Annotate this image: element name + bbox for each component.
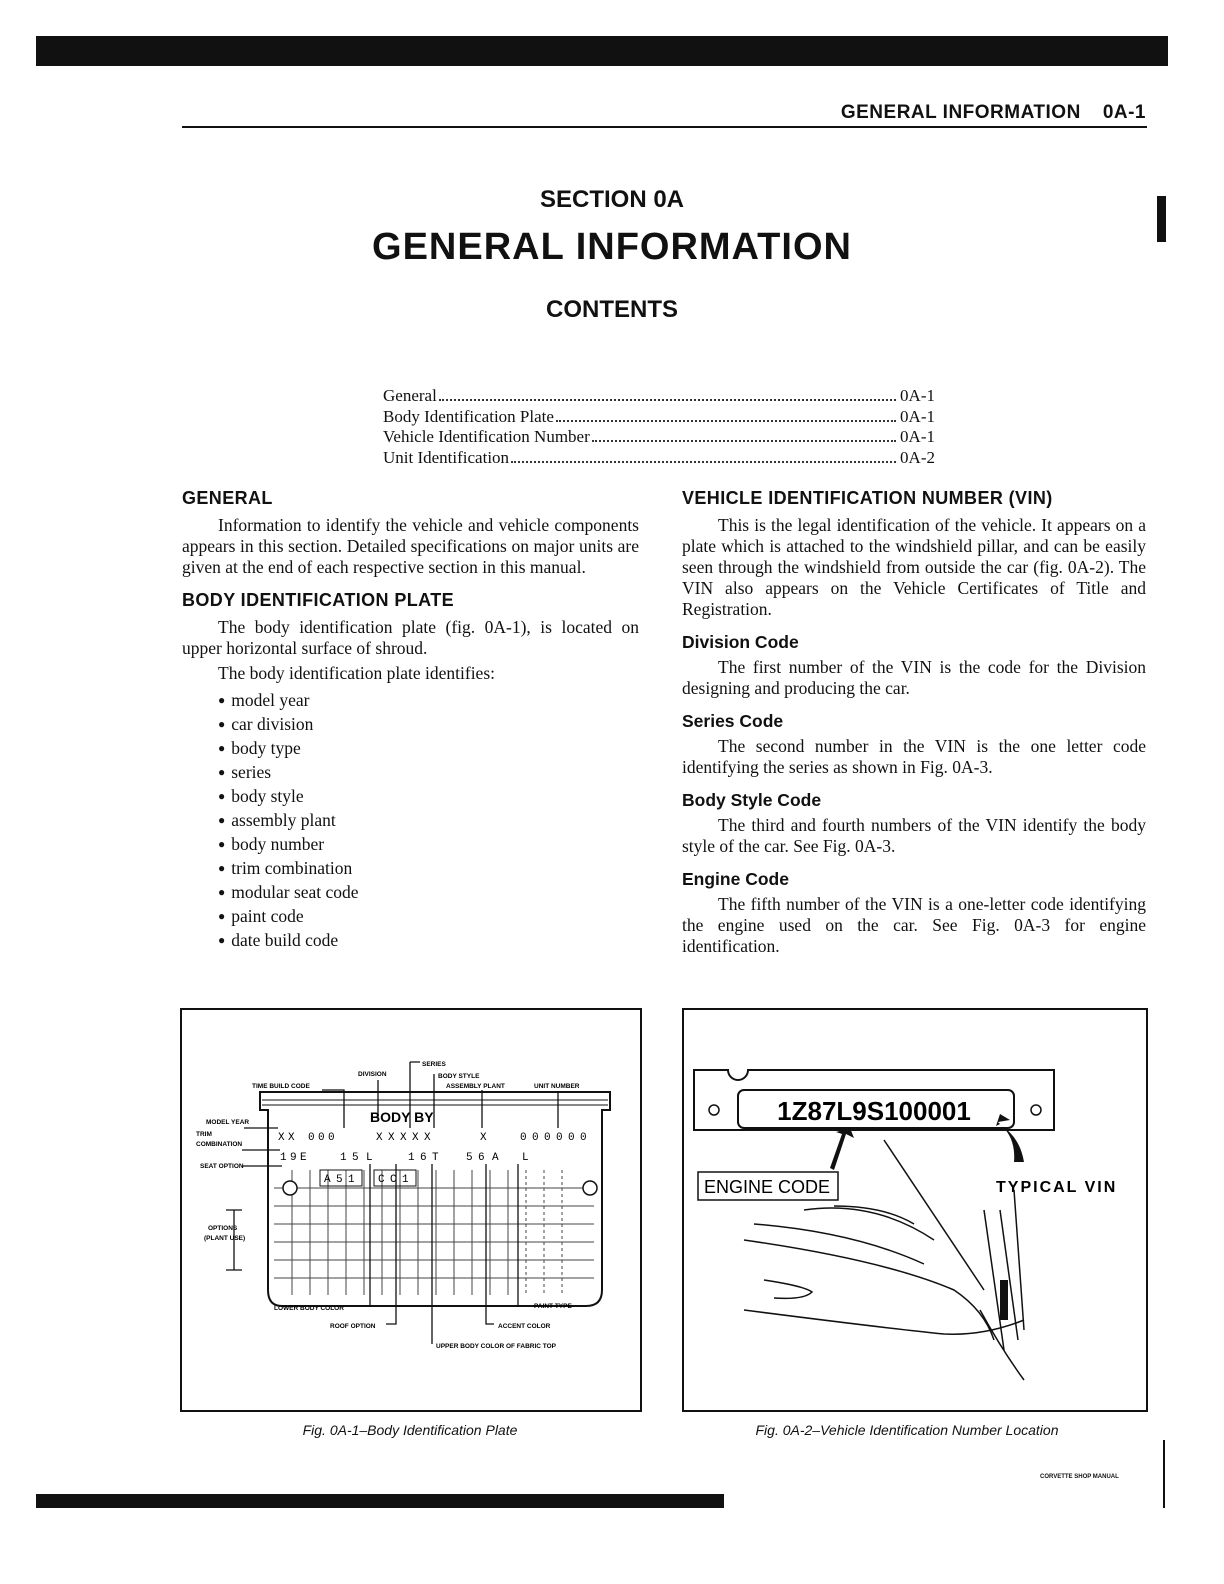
general-heading: GENERAL — [182, 488, 273, 508]
toc-row — [383, 386, 935, 407]
engine-code-text: The fifth number of the VIN is a one-letter code identifying the engine used on the car. See Fig. 0A-3 for engine identification. — [682, 894, 1146, 956]
right-column — [682, 488, 1146, 957]
toc-row — [383, 427, 935, 448]
vin-heading: VEHICLE IDENTIFICATION NUMBER (VIN) — [682, 488, 1053, 508]
body-style-code-text: The third and fourth numbers of the VIN identify the body style of the car. See Fig. 0A-3. — [682, 815, 1146, 856]
plate-char: T — [432, 1152, 439, 1164]
plate-char: X — [424, 1132, 431, 1144]
label-lower-body-color: LOWER BODY COLOR — [274, 1305, 344, 1312]
label-assembly-plant: ASSEMBLY PLANT — [446, 1083, 505, 1090]
label-series: SERIES — [422, 1061, 446, 1068]
plate-char: X — [278, 1132, 285, 1144]
plate-char: 1 — [348, 1174, 355, 1186]
plate-char: 1 — [402, 1174, 409, 1186]
figure-2-caption: Fig. 0A-2–Vehicle Identification Number Location — [755, 1422, 1059, 1438]
list-item: ● series — [218, 762, 639, 786]
windshield-sketch — [744, 1140, 1024, 1380]
plate-char: L — [522, 1152, 529, 1164]
figure-body-plate — [180, 1008, 642, 1412]
margin-rule — [1163, 1440, 1165, 1508]
body-plate-text: The body identification plate (fig. 0A-1), is located on upper horizontal surface of shroud. — [182, 617, 639, 658]
plate-rivet-left — [283, 1181, 297, 1195]
page-title: GENERAL INFORMATION — [372, 226, 852, 268]
plate-char: 0 — [532, 1132, 539, 1144]
plate-char: C — [390, 1174, 397, 1186]
plate-char: 9 — [290, 1152, 297, 1164]
label-combination: COMBINATION — [196, 1141, 243, 1148]
plate-char: 0 — [556, 1132, 563, 1144]
plate-char: L — [366, 1152, 373, 1164]
toc-label: Vehicle Identification Number — [383, 427, 590, 446]
plate-char: 1 — [280, 1152, 287, 1164]
label-accent-color: ACCENT COLOR — [498, 1323, 551, 1330]
list-item: ● date build code — [218, 930, 639, 954]
toc-page: 0A-1 — [900, 406, 935, 426]
vin-value: 1Z87L9S100001 — [777, 1096, 971, 1126]
toc-page: 0A-1 — [900, 386, 935, 405]
plate-row-2 — [280, 1152, 529, 1164]
table-of-contents — [383, 386, 935, 468]
list-item: ● modular seat code — [218, 882, 639, 906]
vin-location-diagram — [684, 1010, 1146, 1410]
plate-char: 0 — [520, 1132, 527, 1144]
label-trim: TRIM — [196, 1131, 212, 1138]
identifies-list — [218, 690, 639, 954]
division-code-text: The first number of the VIN is the code for the Division designing and producing the car. — [682, 657, 1146, 698]
plate-char: X — [480, 1132, 487, 1144]
plate-char: X — [388, 1132, 395, 1144]
label-roof-option: ROOF OPTION — [330, 1323, 376, 1330]
figure-1-caption: Fig. 0A-1–Body Identification Plate — [302, 1422, 518, 1438]
vin-plate-rivet-left — [709, 1105, 719, 1115]
label-body-style: BODY STYLE — [438, 1073, 480, 1080]
plate-char: A — [492, 1152, 499, 1164]
plate-char: 0 — [544, 1132, 551, 1144]
vin-plate-rivet-right — [1031, 1105, 1041, 1115]
plate-grid — [274, 1170, 594, 1295]
series-code-text: The second number in the VIN is the one letter code identifying the series as shown in Fig. 0A-3. — [682, 736, 1146, 777]
label-model-year: MODEL YEAR — [206, 1119, 250, 1126]
toc-label: Body Identification Plate — [383, 406, 554, 426]
typical-vin-label: TYPICAL VIN — [996, 1179, 1118, 1196]
list-item: ● trim combination — [218, 858, 639, 882]
plate-char: 0 — [568, 1132, 575, 1144]
header-rule — [182, 126, 1147, 128]
left-column — [182, 488, 639, 954]
engine-code-label: ENGINE CODE — [704, 1177, 831, 1197]
plate-char: 5 — [352, 1152, 359, 1164]
label-division: DIVISION — [358, 1071, 387, 1078]
list-item: ● car division — [218, 714, 639, 738]
plate-char: 0 — [308, 1132, 315, 1144]
toc-row — [383, 407, 935, 428]
plate-char: E — [300, 1152, 307, 1164]
plate-char: 0 — [318, 1132, 325, 1144]
plate-char: X — [288, 1132, 295, 1144]
plate-char: X — [400, 1132, 407, 1144]
plate-char: 0 — [328, 1132, 335, 1144]
vin-plate-location — [1000, 1280, 1008, 1320]
list-item: ● body style — [218, 786, 639, 810]
plate-char: 1 — [340, 1152, 347, 1164]
label-time-build-code: TIME BUILD CODE — [252, 1083, 310, 1090]
top-scan-bar — [36, 36, 1168, 66]
division-code-heading: Division Code — [682, 632, 799, 652]
list-item: ● body type — [218, 738, 639, 762]
list-item: ● body number — [218, 834, 639, 858]
section-label: SECTION 0A — [539, 186, 685, 213]
vin-arrow — [996, 1114, 1024, 1162]
body-plate-diagram — [182, 1010, 640, 1410]
label-plant-use: (PLANT USE) — [204, 1235, 246, 1242]
running-head — [841, 102, 1146, 124]
label-seat-option: SEAT OPTION — [200, 1163, 244, 1170]
figure-vin-location — [682, 1008, 1148, 1412]
list-item: ● assembly plant — [218, 810, 639, 834]
label-unit-number: UNIT NUMBER — [534, 1083, 580, 1090]
body-style-code-heading: Body Style Code — [682, 790, 822, 810]
engine-code-arrow — [830, 1128, 854, 1170]
plate-char: X — [412, 1132, 419, 1144]
plate-char: C — [378, 1174, 385, 1186]
label-upper-body-color: UPPER BODY COLOR OF FABRIC TOP — [436, 1343, 557, 1350]
plate-char: 5 — [466, 1152, 473, 1164]
plate-char: 1 — [408, 1152, 415, 1164]
plate-char: A — [324, 1174, 331, 1186]
bottom-scan-bar — [36, 1494, 724, 1508]
running-head-section: GENERAL INFORMATION — [840, 102, 1081, 123]
plate-row-1 — [278, 1132, 587, 1144]
contents-heading: CONTENTS — [546, 296, 678, 323]
plate-char: 5 — [336, 1174, 343, 1186]
plate-char: 6 — [478, 1152, 485, 1164]
body-plate-heading: BODY IDENTIFICATION PLATE — [182, 590, 455, 610]
publisher-mark: CORVETTE SHOP MANUAL — [1040, 1474, 1119, 1480]
series-code-heading: Series Code — [682, 711, 784, 731]
plate-char: 6 — [420, 1152, 427, 1164]
toc-label: General — [383, 386, 437, 405]
label-options: OPTIONS — [208, 1225, 238, 1232]
vin-text: This is the legal identification of the vehicle. It appears on a plate which is attached to the windshield pillar, and can be easily seen through the windshield from outside the car (fig. 0A-2). The VIN also appears on the Vehicle Certificates of Title and Registration. — [682, 515, 1146, 619]
body-plate-intro: The body identification plate identifies: — [218, 663, 496, 683]
toc-page: 0A-1 — [900, 427, 935, 446]
toc-page: 0A-2 — [900, 447, 935, 467]
general-text: Information to identify the vehicle and vehicle components appears in this section. Detailed specifications on major units are given at the end of each respective section in this manual. — [182, 515, 639, 577]
label-paint-type: PAINT TYPE — [534, 1303, 572, 1310]
list-item: ● paint code — [218, 906, 639, 930]
list-item: ● model year — [218, 690, 639, 714]
toc-row — [383, 448, 935, 469]
engine-code-heading: Engine Code — [682, 869, 789, 889]
plate-char: X — [376, 1132, 383, 1144]
plate-rivet-right — [583, 1181, 597, 1195]
plate-char: 0 — [580, 1132, 587, 1144]
running-head-page: 0A-1 — [1102, 102, 1146, 123]
plate-body-by: BODY BY — [370, 1109, 434, 1125]
toc-label: Unit Identification — [383, 447, 510, 467]
